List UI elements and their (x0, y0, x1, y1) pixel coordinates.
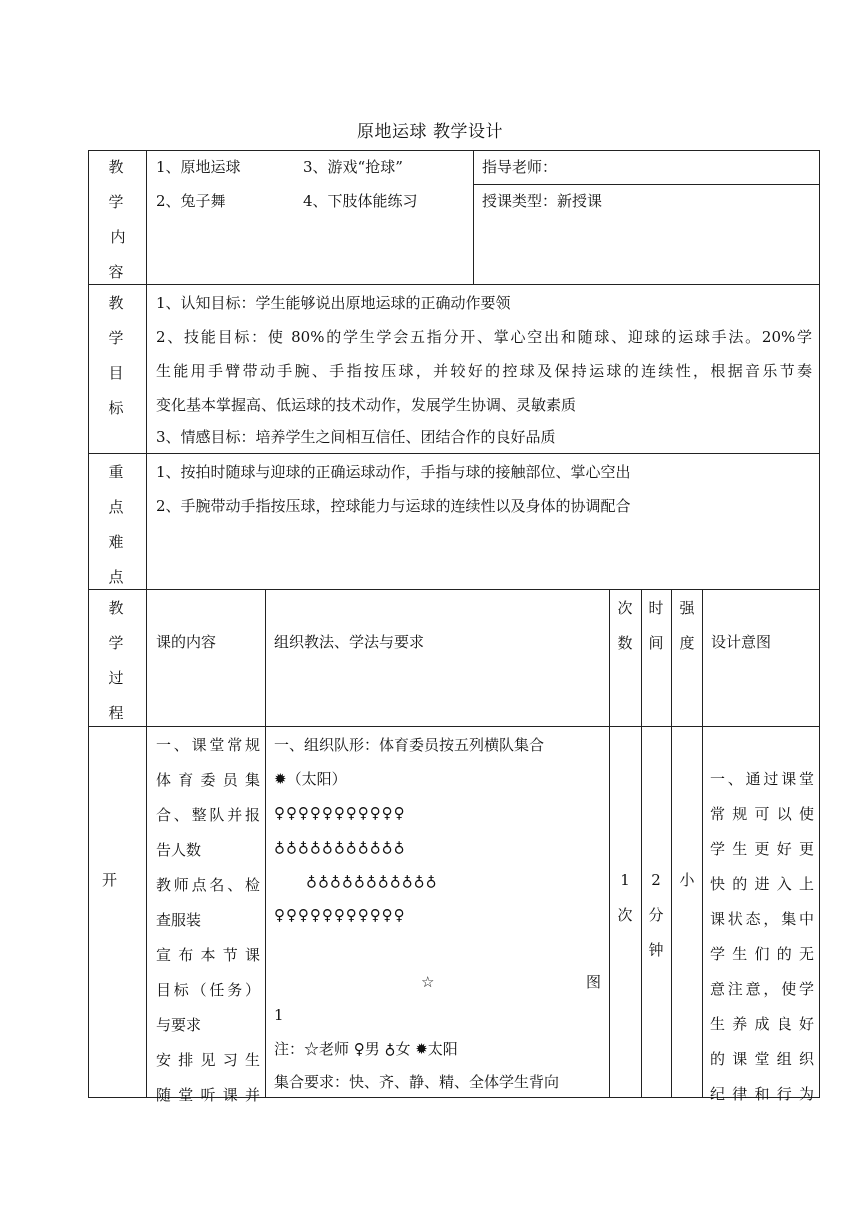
content-item-4: 4、下肢体能练习 (303, 192, 418, 210)
rule-content-split (473, 150, 474, 284)
time-unit: 钟 (648, 941, 664, 959)
teacher-star: ☆ (421, 973, 435, 991)
row1-times (610, 863, 640, 933)
keypoint-line: 2、手腕带动手指按压球，控球能力与运球的连续性以及身体的协调配合 (156, 497, 631, 515)
method-sun: ✹（太阳） (274, 770, 347, 788)
content-line: 与要求 (156, 1016, 202, 1034)
header-char: 点 (108, 498, 124, 516)
formation-legend: 注：☆老师 ♀男 ♁女 ✹太阳 (274, 1040, 458, 1058)
header-char: 标 (108, 399, 124, 417)
header-char: 难 (108, 533, 124, 551)
times-unit: 次 (617, 906, 633, 924)
objective-line: 2、技能目标：使 80%的学生学会五指分开、掌心空出和随球、迎球的运球手法。20%学 (156, 328, 812, 346)
intent-line: 的课堂组织 (710, 1050, 814, 1068)
figure-number: 1 (274, 1006, 284, 1024)
header-char: 时 (648, 599, 664, 617)
content-line: 体育委员集 (156, 771, 260, 789)
content-item-1: 1、原地运球 (156, 158, 241, 176)
rule-content-bottom (88, 284, 820, 285)
rule-left (88, 150, 89, 1098)
rule-right (819, 150, 820, 1098)
objectives-header (101, 286, 131, 426)
intent-line: 学生更好更 (710, 840, 814, 858)
header-char: 容 (108, 263, 124, 281)
content-line: 宣布本节课 (156, 946, 260, 964)
method-formation: 一、组织队形：体育委员按五列横队集合 (274, 736, 545, 754)
col-content-header: 课的内容 (156, 633, 217, 651)
content-header (101, 150, 131, 290)
rule-header-col (146, 150, 147, 1098)
header-char: 间 (648, 634, 664, 652)
objective-line: 生能用手臂带动手腕、手指按压球，并较好的控球及保持运球的连续性，根据音乐节奏 (156, 362, 812, 380)
content-line: 一、课堂常规 (156, 736, 260, 754)
content-line: 告人数 (156, 841, 202, 859)
header-char: 过 (108, 669, 124, 687)
header-char: 次 (617, 599, 633, 617)
intent-line: 学生们的无 (710, 945, 814, 963)
content-line: 教师点名、检 (156, 876, 260, 894)
content-line: 目标（任务） (156, 981, 260, 999)
intent-line: 生养成良好 (710, 1015, 814, 1033)
col-intensity-header (672, 591, 702, 661)
header-char: 目 (108, 364, 124, 382)
content-line: 合、整队并报 (156, 806, 260, 824)
rule-col-method (265, 589, 266, 1098)
header-char: 内 (110, 228, 126, 246)
intent-line: 一、通过课堂 (710, 770, 814, 788)
col-method-header: 组织教法、学法与要求 (274, 633, 425, 651)
rule-col-intent (702, 589, 703, 1098)
rule-col-intensity (671, 589, 672, 1098)
phase-label: 开 (102, 871, 118, 889)
content-item-3: 3、游戏“抢球” (303, 158, 403, 176)
figure-label: 图 (586, 973, 602, 991)
header-char: 学 (108, 329, 124, 347)
assembly-requirement: 集合要求：快、齐、静、精、全体学生背向 (274, 1073, 560, 1091)
keypoint-line: 1、按拍时随球与迎球的正确运球动作，手指与球的接触部位、掌心空出 (156, 463, 631, 481)
col-times-header (610, 591, 640, 661)
intent-line: 常规可以使 (710, 805, 814, 823)
content-line: 随堂听课并 (156, 1086, 260, 1104)
lesson-type: 授课类型：新授课 (482, 192, 603, 210)
formation-row-male-1: ♁♁♁♁♁♁♁♁♁♁♁ (274, 838, 406, 856)
page-title: 原地运球 教学设计 (357, 122, 503, 142)
content-line: 查服装 (156, 911, 202, 929)
header-char: 学 (108, 634, 124, 652)
objective-line: 1、认知目标：学生能够说出原地运球的正确动作要领 (156, 294, 511, 312)
header-char: 度 (679, 634, 695, 652)
intent-line: 课状态，集中 (710, 910, 814, 928)
intent-line: 意注意，使学 (710, 980, 814, 998)
header-char: 数 (617, 634, 633, 652)
col-time-header (641, 591, 671, 661)
objective-line: 3、情感目标：培养学生之间相互信任、团结合作的良好品质 (156, 428, 556, 446)
header-char: 重 (108, 463, 124, 481)
rule-keypoints-bottom (88, 589, 820, 590)
process-header (101, 591, 131, 731)
advisor-label: 指导老师： (482, 158, 558, 176)
objective-line: 变化基本掌握高、低运球的技术动作，发展学生协调、灵敏素质 (156, 396, 577, 414)
row1-time (641, 863, 671, 968)
row1-content (156, 728, 260, 1113)
rule-col-times (609, 589, 610, 1098)
intent-line: 快的进入上 (710, 875, 814, 893)
header-char: 学 (108, 193, 124, 211)
times-value: 1 (620, 871, 630, 889)
time-value: 2 (651, 871, 661, 889)
formation-row-female-2: ♀♀♀♀♀♀♀♀♀♀♀ (274, 906, 406, 924)
rule-process-header-bottom (88, 726, 820, 727)
header-char: 程 (108, 704, 124, 722)
content-line: 安排见习生 (156, 1051, 260, 1069)
keypoints-header (101, 455, 131, 595)
row1-intent (710, 762, 814, 1112)
header-char: 教 (108, 158, 124, 176)
col-intent-header: 设计意图 (711, 633, 772, 651)
header-char: 教 (108, 599, 124, 617)
header-char: 强 (679, 599, 695, 617)
row1-intensity: 小 (679, 871, 695, 889)
formation-row-female-1: ♀♀♀♀♀♀♀♀♀♀♀ (274, 804, 406, 822)
lesson-plan-table (88, 150, 820, 1104)
formation-row-male-2: ♁♁♁♁♁♁♁♁♁♁♁ (306, 872, 438, 890)
intent-line: 纪律和行为 (710, 1085, 814, 1103)
time-unit: 分 (648, 906, 664, 924)
rule-col-time (641, 589, 642, 1098)
header-char: 点 (108, 568, 124, 586)
content-item-2: 2、兔子舞 (156, 192, 226, 210)
header-char: 教 (108, 294, 124, 312)
